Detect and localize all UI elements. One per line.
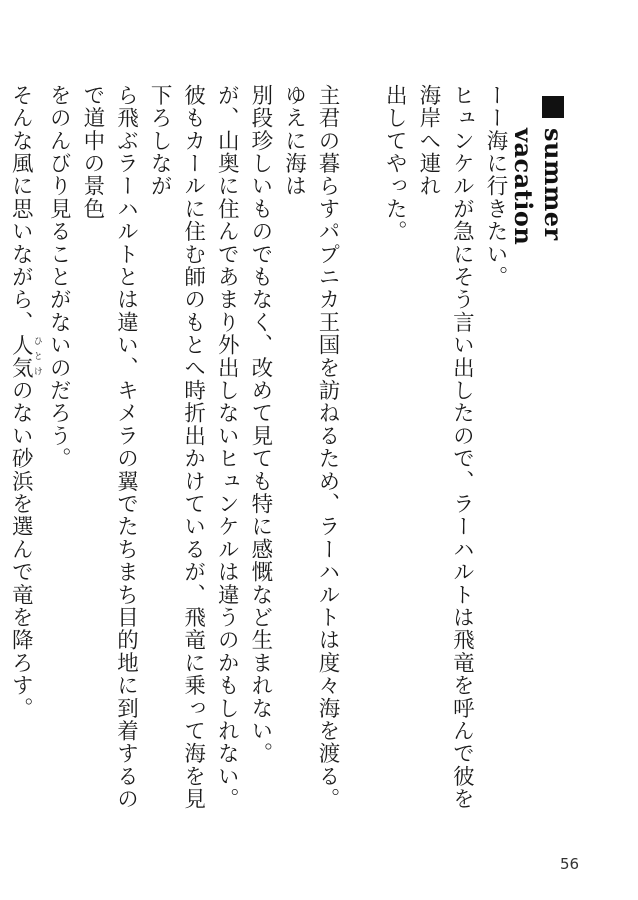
ruby-word: 人気ひとけ [8,333,42,380]
chapter-square-icon [542,96,564,118]
line-2-text: 出してやった。 [382,84,408,243]
line-8-text: をのんびり見ることがないのだろう。 [46,84,72,470]
text-line-9 [4,84,42,820]
line-5-text: が、山奥に住んであまり外出しないヒュンケルは違うのかもしれない。 [214,84,240,811]
line-4-text: 別段珍しいものでもなく、改めて見ても特に感慨など生まれない。 [247,84,273,765]
text-line-10 [0,84,4,820]
chapter-title: summer vacation [509,128,568,246]
ruby-reading: ひとけ [31,333,42,380]
text-line-3 [277,84,344,820]
line-0-text: ーー海に行きたい。 [483,84,508,289]
line-9-text: そんな風に思いながら、人気ひとけのない砂浜を選んで竜を降ろす。 [8,84,42,720]
line-3-text: 主君の暮らすパプニカ王国を訪ねるため、ラーハルトは度々海を渡る。ゆえに海は [281,84,341,811]
text-line-2 [378,84,412,820]
text-line-7 [75,84,142,820]
text-line-0 [478,84,512,820]
blank-line [344,84,378,820]
page-number: 56 [560,855,580,873]
line-6-text: 彼もカールに住む師のもとへ時折出かけているが、飛竜に乗って海を見下ろしなが [147,84,206,811]
text-line-6 [142,84,209,820]
text-line-4 [243,84,277,820]
text-line-1 [411,84,478,820]
text-line-8 [42,84,76,820]
line-1-text: ヒュンケルが急にそう言い出したので、ラーハルトは飛竜を呼んで彼を海岸へ連れ [415,84,475,811]
text-line-5 [210,84,244,820]
body-text [8,84,512,820]
line-7-text: ら飛ぶラーハルトとは違い、キメラの翼でたちまち目的地に到着するので道中の景色 [79,84,139,811]
